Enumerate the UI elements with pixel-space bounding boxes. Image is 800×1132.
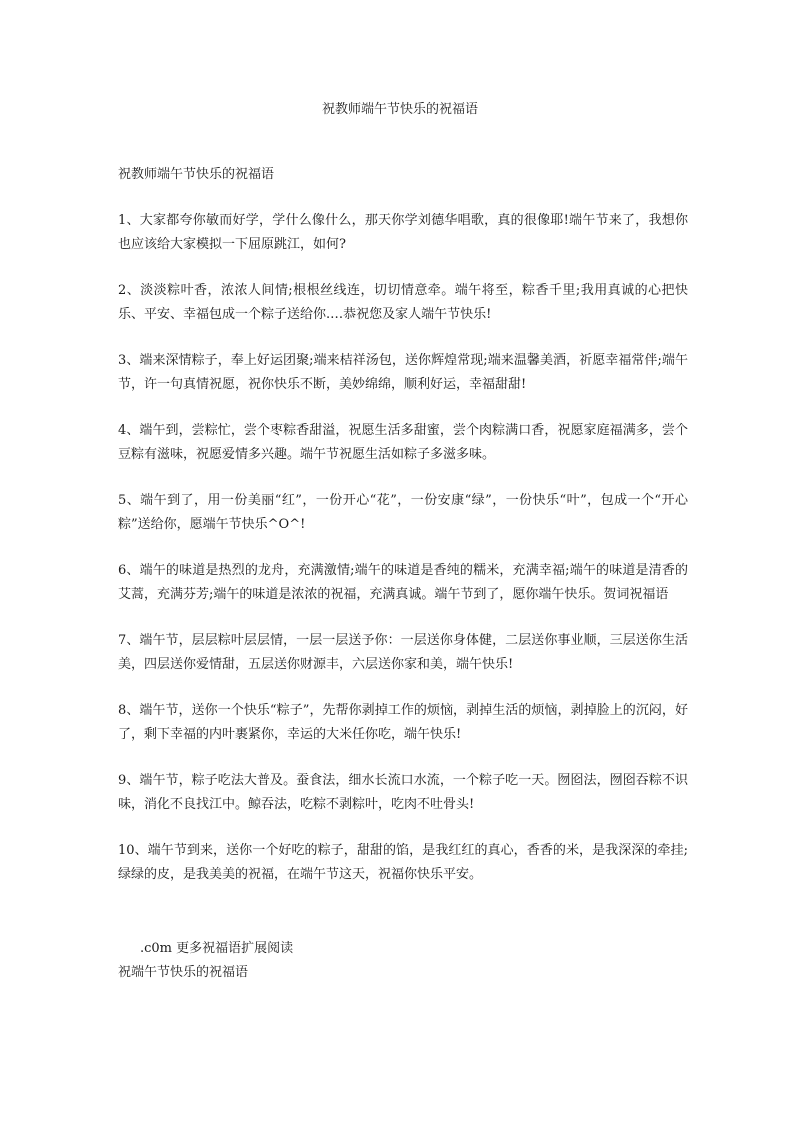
blessing-paragraph-1: 1、大家都夸你敏而好学，学什么像什么，那天你学刘德华唱歌，真的很像耶!端午节来了，我想你也应该给大家模拟一下屈原跳江，如何? (118, 213, 688, 252)
blessing-paragraph-2: 2、淡淡粽叶香，浓浓人间情;根根丝线连，切切情意牵。端午将至，粽香千里;我用真诚的心把快乐、平安、幸福包成一个粽子送给你.…恭祝您及家人端午节快乐! (118, 283, 688, 322)
more-reading-link[interactable]: .c0m 更多祝福语扩展阅读 (140, 941, 294, 956)
blessing-paragraph-7: 7、端午节，层层粽叶层层情，一层一层送予你：一层送你身体健，二层送你事业顺，三层送你生活美，四层送你爱情甜，五层送你财源丰，六层送你家和美，端午快乐! (118, 633, 688, 672)
blessing-paragraph-5: 5、端午到了，用一份美丽“红”，一份开心“花”，一份安康“绿”，一份快乐“叶”，包成一个“开心粽”送给你，愿端午节快乐^O^! (118, 493, 688, 532)
blessing-paragraph-4: 4、端午到，尝粽忙，尝个枣粽香甜溢，祝愿生活多甜蜜，尝个肉粽满口香，祝愿家庭福满多，尝个豆粽有滋味，祝愿爱情多兴趣。端午节祝愿生活如粽子多滋多味。 (118, 423, 688, 462)
blessing-paragraph-9: 9、端午节，粽子吃法大普及。蚕食法，细水长流口水流，一个粽子吃一天。囫囵法，囫囵吞粽不识味，消化不良找江中。鲸吞法，吃粽不剥粽叶，吃肉不吐骨头! (118, 773, 688, 812)
document-title: 祝教师端午节快乐的祝福语 (321, 102, 478, 117)
document-body (118, 163, 688, 985)
blessing-paragraph-3: 3、端来深情粽子，奉上好运团聚;端来桔祥汤包，送你辉煌常现;端来温馨美酒，祈愿幸福常伴;端午节，许一句真情祝愿，祝你快乐不断，美妙绵绵，顺利好运，幸福甜甜! (118, 353, 688, 392)
blessing-paragraph-10: 10、端午节到来，送你一个好吃的粽子，甜甜的馅，是我红红的真心，香香的米，是我深深的牵挂;绿绿的皮，是我美美的祝福，在端午节这天，祝福你快乐平安。 (118, 843, 688, 882)
document-subtitle: 祝教师端午节快乐的祝福语 (118, 167, 275, 182)
blessing-paragraph-6: 6、端午的味道是热烈的龙舟，充满激情;端午的味道是香纯的糯米，充满幸福;端午的味道是清香的艾蒿，充满芬芳;端午的味道是浓浓的祝福，充满真诚。端午节到了，愿你端午快乐。贺词祝福语 (118, 563, 688, 602)
blessing-paragraph-8: 8、端午节，送你一个快乐“粽子”，先帮你剥掉工作的烦恼，剥掉生活的烦恼，剥掉脸上的沉闷，好了，剩下幸福的内叶裹紧你，幸运的大米任你吃，端午快乐! (118, 703, 688, 742)
related-article-title[interactable]: 祝端午节快乐的祝福语 (118, 965, 249, 980)
